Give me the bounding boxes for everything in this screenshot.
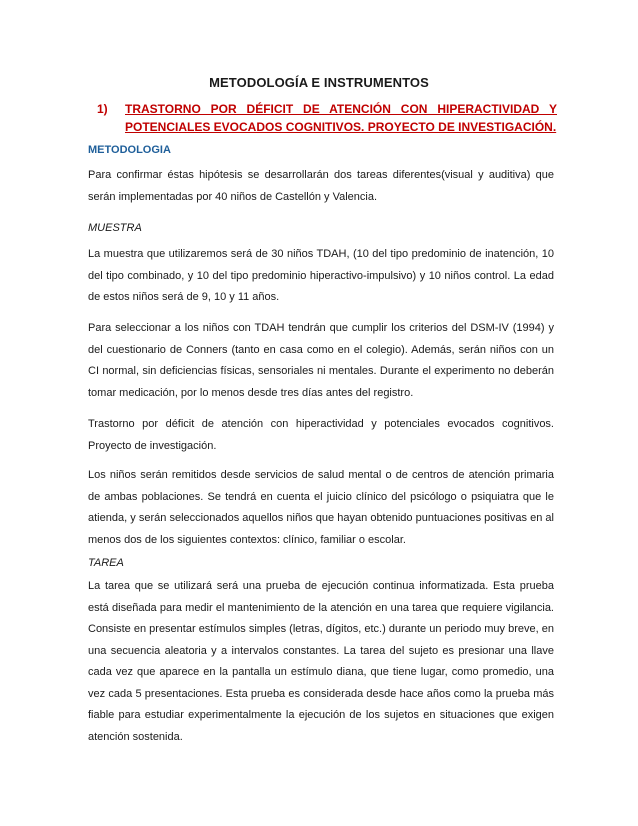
- heading-text: TRASTORNO POR DÉFICIT DE ATENCIÓN CON HIPERACTIVIDAD Y POTENCIALES EVOCADOS COGNITIVOS. PROYECTO DE INVESTIGACIÓN.: [125, 102, 557, 134]
- paragraph-remitidos: Los niños serán remitidos desde servicios de salud mental o de centros de atención primaria de ambas poblaciones. Se tendrá en cuenta el juicio clínico del psicólogo o psiquiatra que le atienda, y serán seleccionados aquellos niños que hayan obtenido puntuaciones positivas en al menos dos de los siguientes contextos: clínico, familiar o escolar.: [88, 469, 554, 546]
- section-heading: [97, 100, 557, 136]
- paragraph-muestra: La muestra que utilizaremos será de 30 niños TDAH, (10 del tipo predominio de inatención, 10 del tipo combinado, y 10 del tipo predominio hiperactivo-impulsivo) y 10 niños control. La edad de estos niños será de 9, 10 y 11 años.: [88, 248, 554, 303]
- heading-number: 1): [97, 102, 108, 116]
- document-title: METODOLOGÍA E INSTRUMENTOS: [209, 75, 429, 90]
- paragraph-hipotesis: Para confirmar éstas hipótesis se desarrollarán dos tareas diferentes(visual y auditiva) que serán implementadas por 40 niños de Castellón y Valencia.: [88, 169, 554, 203]
- paragraph-seleccion: Para seleccionar a los niños con TDAH tendrán que cumplir los criterios del DSM-IV (1994) y del cuestionario de Conners (tanto en casa como en el colegio). Además, serán niños con un CI normal, sin deficiencias físicas, sensoriales ni mentales. Durante el experimento no deberán tomar medicación, por lo menos desde tres días antes del registro.: [88, 322, 554, 399]
- tarea-label: TAREA: [88, 557, 124, 569]
- muestra-label: MUESTRA: [88, 222, 142, 234]
- metodologia-label: METODOLOGIA: [88, 144, 171, 156]
- paragraph-tarea: La tarea que se utilizará será una prueba de ejecución continua informatizada. Esta prueba está diseñada para medir el mantenimiento de la atención en una tarea que requiere vigilancia. Consiste en presentar estímulos simples (letras, dígitos, etc.) durante un periodo muy breve, en una secuencia aleatoria y a intervalos constantes. La tarea del sujeto es presionar una llave cada vez que aparece en la pantalla un estímulo diana, que tiene lugar, como promedio, una vez cada 5 presentaciones. Esta prueba es considerada desde hace años como la prueba más fiable para estudiar experimentalmente la ejecución de los sujetos en situaciones que exigen atención sostenida.: [88, 580, 554, 743]
- paragraph-trastorno: Trastorno por déficit de atención con hiperactividad y potenciales evocados cognitivos. Proyecto de investigación.: [88, 418, 554, 452]
